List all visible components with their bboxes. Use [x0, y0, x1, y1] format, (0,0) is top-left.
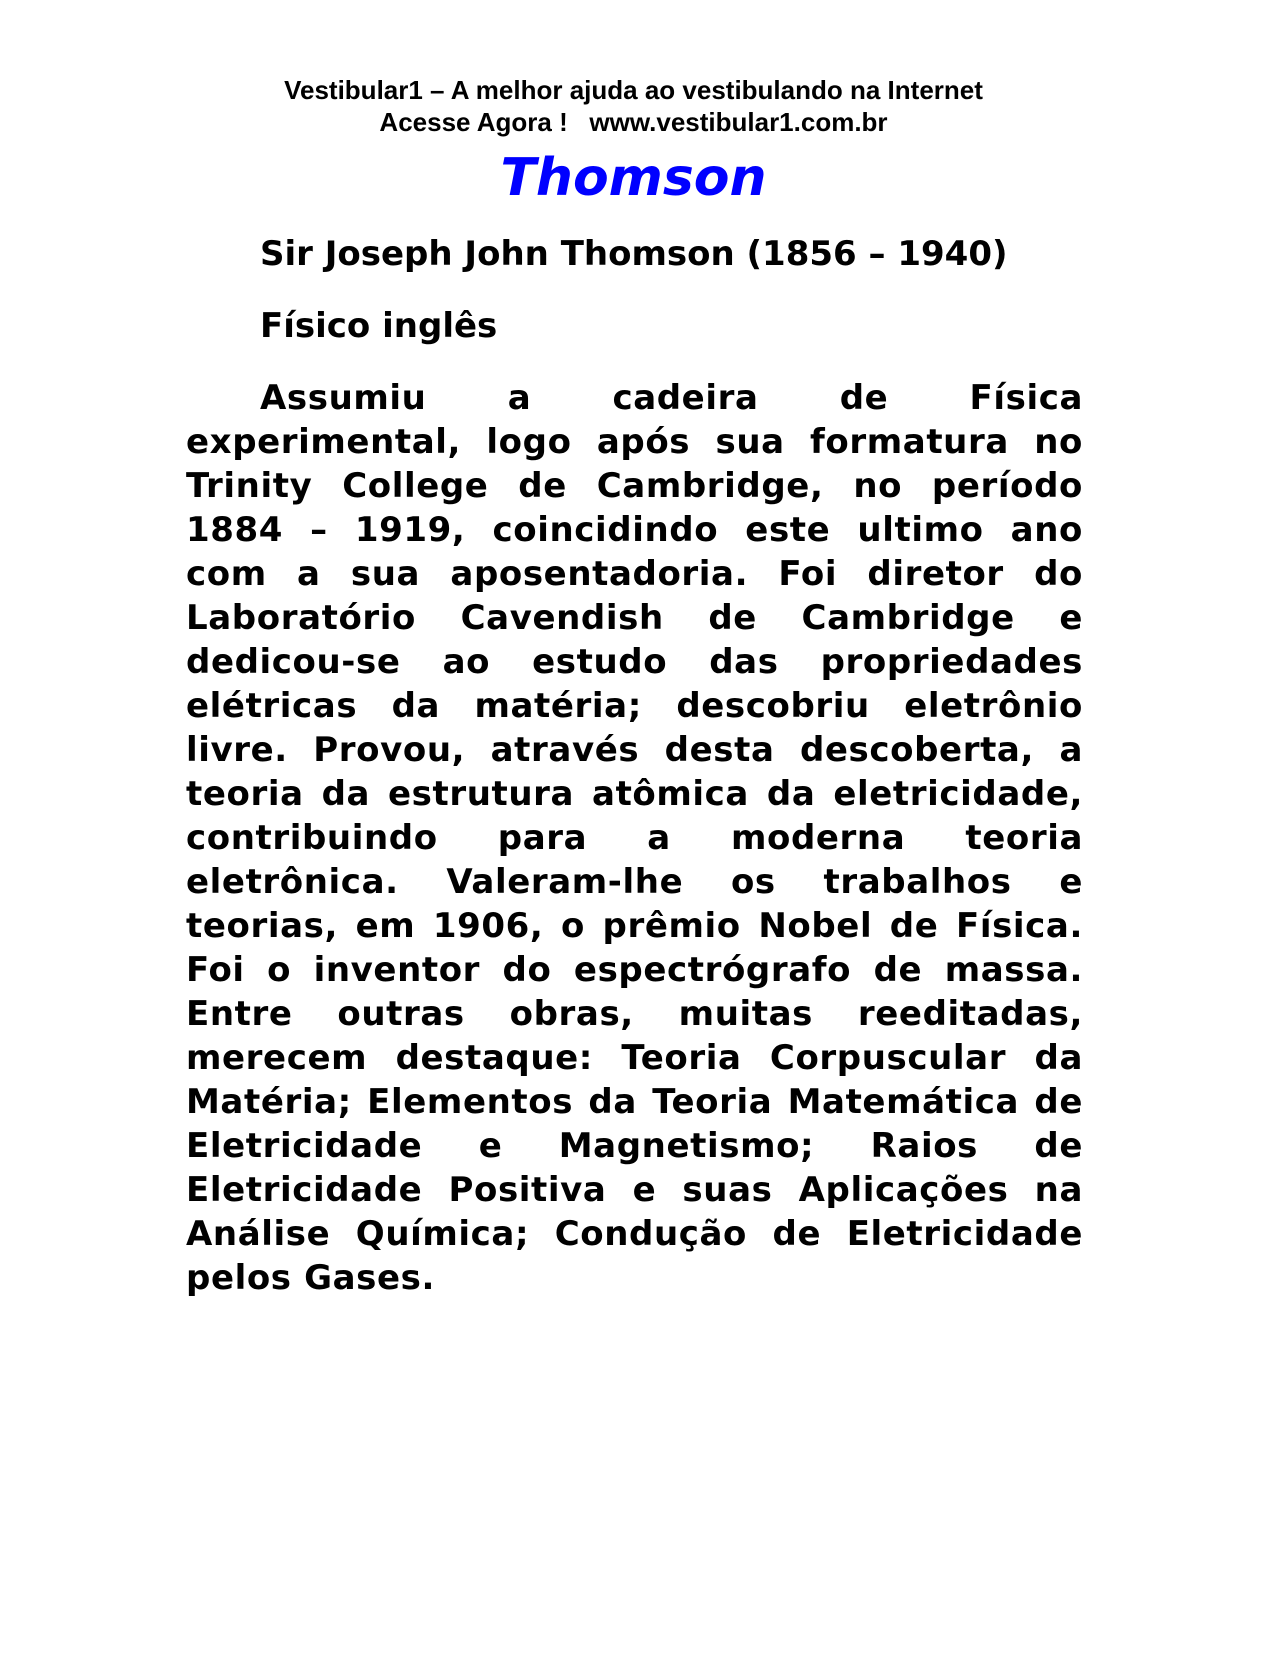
biography-paragraph: Assumiu a cadeira de Física experimental, logo após sua formatura no Trinity College de Cambridge, no período 1884 – 1919, coincidindo este ultimo ano com a sua aposentadoria. Foi diretor do Laboratório Cavendish de Cambridge e dedicou-se ao estudo das propriedades elétricas da matéria; descobriu eletrônio livre. Provou, através desta descoberta, a teoria da estrutura atômica da eletricidade, contribuindo para a moderna teoria eletrônica. Valeram-lhe os trabalhos e teorias, em 1906, o prêmio Nobel de Física. Foi o inventor do espectrógrafo de massa. Entre outras obras, muitas reeditadas, merecem destaque: Teoria Corpuscular da Matéria; Elementos da Teoria Matemática de Eletricidade e Magnetismo; Raios de Eletricidade Positiva e suas Aplicações na Análise Química; Condução de Eletricidade pelos Gases.	[186, 378, 1083, 1298]
header-site-link: Acesse Agora ! www.vestibular1.com.br	[379, 107, 888, 137]
document-title: Thomson	[500, 148, 767, 208]
page-header	[0, 74, 1267, 138]
document-content	[186, 232, 1083, 1300]
header-tagline: Vestibular1 – A melhor ajuda ao vestibulando na Internet	[284, 75, 983, 105]
person-name-dates: Sir Joseph John Thomson (1856 – 1940)	[260, 234, 1008, 274]
person-role: Físico inglês	[260, 306, 498, 346]
